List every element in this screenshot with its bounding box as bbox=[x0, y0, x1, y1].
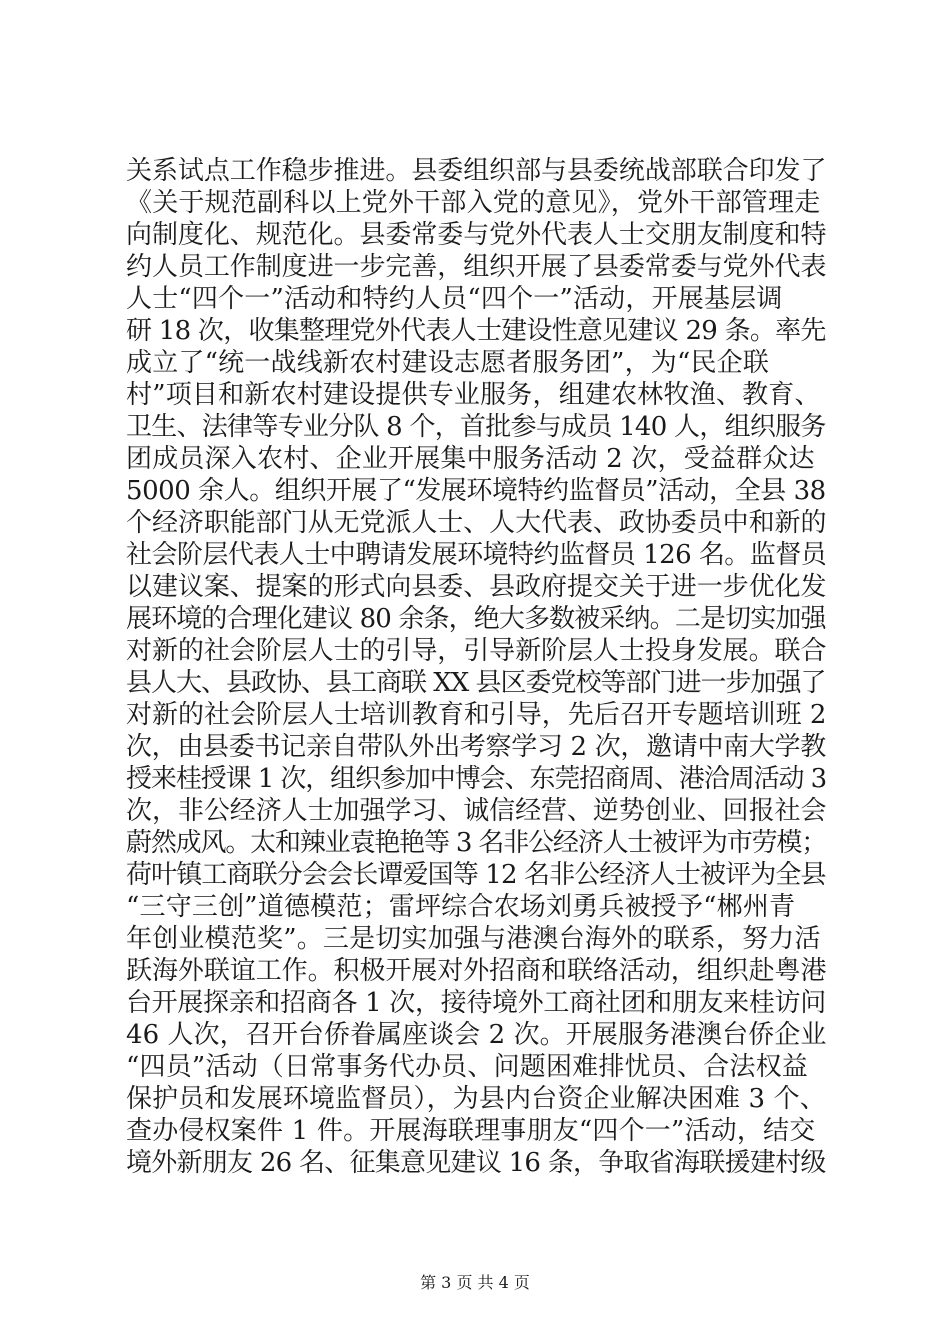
text-line: 对新的社会阶层人士培训教育和引导，先后召开专题培训班 2 bbox=[126, 700, 827, 730]
text-line: 46 人次，召开台侨眷属座谈会 2 次。开展服务港澳台侨企业 bbox=[126, 1020, 827, 1050]
text-line: 人士“四个一”活动和特约人员“四个一”活动，开展基层调 bbox=[126, 284, 783, 314]
text-line: 《关于规范副科以上党外干部入党的意见》，党外干部管理走 bbox=[126, 188, 821, 218]
text-line: 研 18 次，收集整理党外代表人士建设性意见建议 29 条。率先 bbox=[126, 316, 826, 346]
text-line: 个经济职能部门从无党派人士、人大代表、政协委员中和新的 bbox=[126, 508, 827, 538]
text-line: “三守三创”道德模范；雷坪综合农场刘勇兵被授予“郴州青 bbox=[126, 892, 796, 922]
text-line: 授来桂授课 1 次，组织参加中博会、东莞招商周、港洽周活动 3 bbox=[126, 764, 827, 794]
text-line: 保护员和发展环境监督员），为县内台资企业解决困难 3 个、 bbox=[126, 1084, 826, 1114]
text-line: 蔚然成风。太和辣业袁艳艳等 3 名非公经济人士被评为市劳模； bbox=[126, 828, 827, 858]
text-line: 展环境的合理化建议 80 余条，绝大多数被采纳。二是切实加强 bbox=[126, 604, 826, 634]
text-line: 跃海外联谊工作。积极开展对外招商和联络活动，组织赴粤港 bbox=[126, 956, 827, 986]
text-line: 卫生、法律等专业分队 8 个，首批参与成员 140 人，组织服务 bbox=[126, 412, 826, 442]
text-line: 5000 余人。组织开展了“发展环境特约监督员”活动，全县 38 bbox=[126, 476, 826, 506]
text-line: 查办侵权案件 1 件。开展海联理事朋友“四个一”活动，结交 bbox=[126, 1116, 816, 1146]
text-line: 成立了“统一战线新农村建设志愿者服务团”，为“民企联 bbox=[126, 348, 770, 378]
text-line: 境外新朋友 26 名、征集意见建议 16 条，争取省海联援建村级 bbox=[126, 1148, 826, 1178]
text-line: 次，非公经济人士加强学习、诚信经营、逆势创业、回报社会 bbox=[126, 796, 827, 826]
text-line: 荷叶镇工商联分会会长谭爱国等 12 名非公经济人士被评为全县 bbox=[126, 860, 826, 890]
text-line: 关系试点工作稳步推进。县委组织部与县委统战部联合印发了 bbox=[126, 156, 827, 186]
text-line: 年创业模范奖”。三是切实加强与港澳台海外的联系，努力活 bbox=[126, 924, 821, 954]
body-text bbox=[126, 155, 826, 1179]
text-line: 约人员工作制度进一步完善，组织开展了县委常委与党外代表 bbox=[126, 252, 827, 282]
text-line: 以建议案、提案的形式向县委、县政府提交关于进一步优化发 bbox=[126, 572, 827, 602]
text-line: 村”项目和新农村建设提供专业服务，组建农林牧渔、教育、 bbox=[126, 380, 821, 410]
text-line: 向制度化、规范化。县委常委与党外代表人士交朋友制度和特 bbox=[126, 220, 827, 250]
text-line: 社会阶层代表人士中聘请发展环境特约监督员 126 名。监督员 bbox=[126, 540, 827, 570]
text-line: “四员”活动（日常事务代办员、问题困难排忧员、合法权益 bbox=[126, 1052, 808, 1082]
text-line: 县人大、县政协、县工商联 XX 县区委党校等部门进一步加强了 bbox=[126, 668, 826, 698]
page-number-footer: 第 3 页 共 4 页 bbox=[420, 1273, 530, 1292]
text-line: 次，由县委书记亲自带队外出考察学习 2 次，邀请中南大学教 bbox=[126, 732, 826, 762]
text-line: 对新的社会阶层人士的引导，引导新阶层人士投身发展。联合 bbox=[126, 636, 827, 666]
text-line: 团成员深入农村、企业开展集中服务活动 2 次，受益群众达 bbox=[126, 444, 815, 474]
text-line: 台开展探亲和招商各 1 次，接待境外工商社团和朋友来桂访问 bbox=[126, 988, 826, 1018]
